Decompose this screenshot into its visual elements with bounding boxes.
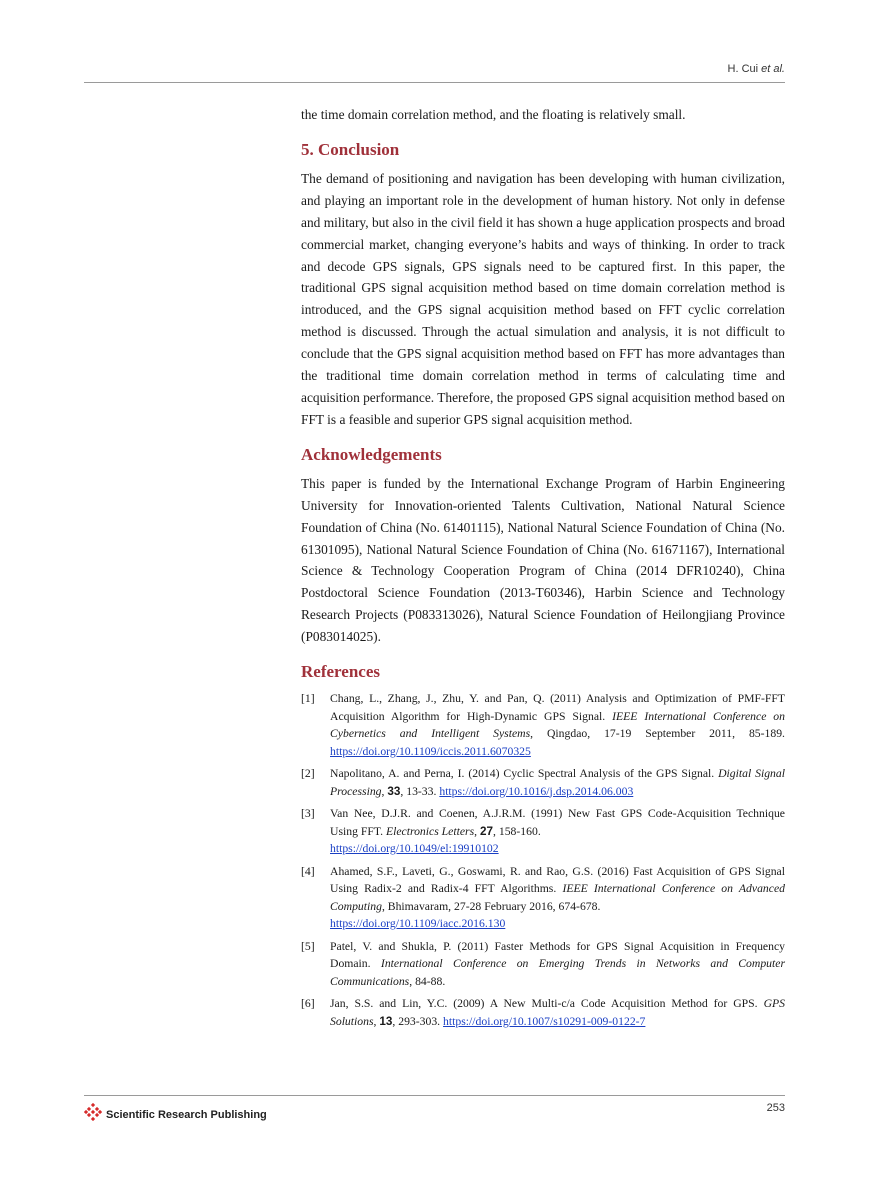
- header-rule: [84, 82, 785, 83]
- reference-doi-link[interactable]: https://doi.org/10.1016/j.dsp.2014.06.003: [439, 784, 634, 798]
- reference-item: [2] Napolitano, A. and Perna, I. (2014) Cyclic Spectral Analysis of the GPS Signal. Digital Signal Processing, 33, 13-33. https://doi.org/10.1016/j.dsp.2014.06.003: [301, 767, 785, 798]
- reference-list: [301, 690, 785, 1030]
- reference-number: [5]: [301, 939, 315, 953]
- reference-doi-link[interactable]: https://doi.org/10.1109/iacc.2016.130: [330, 917, 506, 931]
- reference-doi-link[interactable]: https://doi.org/10.1049/el:19910102: [330, 842, 499, 856]
- reference-item: [301, 938, 785, 991]
- running-head: [728, 63, 785, 75]
- reference-item: [301, 690, 785, 760]
- reference-authors: Van Nee, D.J.R. and Coenen, A.J.R.M. (1991) New Fast GPS Code-Acquisition Technique Using FFT.: [330, 807, 785, 838]
- main-content: [301, 104, 785, 1035]
- reference-details: , 158-160.: [493, 824, 541, 838]
- reference-details: , 293-303.: [392, 1014, 444, 1028]
- footer-rule: [84, 1095, 785, 1096]
- reference-authors: Napolitano, A. and Perna, I. (2014) Cyclic Spectral Analysis of the GPS Signal.: [330, 767, 719, 781]
- intro-paragraph: the time domain correlation method, and the floating is relatively small.: [301, 107, 686, 122]
- reference-doi-link[interactable]: https://doi.org/10.1109/iccis.2011.6070325: [330, 744, 531, 758]
- reference-number: [6]: [301, 997, 315, 1011]
- reference-authors: Patel, V. and Shukla, P. (2011) Faster Methods for GPS Signal Acquisition in Frequency Domain.: [330, 939, 785, 971]
- conclusion-paragraph: The demand of positioning and navigation has been developing with human civilization, and playing an important role in the development of human history. Not only in defense and military, but also in the civil field it has shown a huge application prospects and broad commercial market, changing everyone’s habits and ways of thinking. In order to track and decode GPS signals, GPS signals need to be captured first. In this paper, the traditional GPS signal acquisition method based on time domain correlation method is introduced, and the GPS signal acquisition method based on FFT cyclic correlation method is discussed. Through the actual simulation and analysis, it is not difficult to conclude that the GPS signal acquisition method based on FFT has more advantages than the traditional time domain correlation method in terms of calculating time and acquisition performance. Therefore, the proposed GPS signal acquisition method based on FFT is a feasible and superior GPS signal acquisition method.: [301, 170, 785, 427]
- reference-venue: International Conference on Emerging Trends in Networks and Computer Communications: [330, 957, 785, 988]
- reference-item: [3] Van Nee, D.J.R. and Coenen, A.J.R.M. (1991) New Fast GPS Code-Acquisition Technique Using FFT. Electronics Letters, 27, 158-160. https://doi.org/10.1049/el:19910102: [301, 807, 785, 856]
- reference-venue: IEEE International Conference on Advanced Computing: [330, 882, 785, 913]
- reference-doi-link[interactable]: https://doi.org/10.1007/s10291-009-0122-7: [443, 1014, 646, 1028]
- reference-item: [301, 863, 785, 933]
- reference-details: , Bhimavaram, 27-28 February 2016, 674-678.: [381, 899, 601, 913]
- references-heading: References: [301, 662, 380, 682]
- reference-authors: Ahamed, S.F., Laveti, G., Goswami, R. and Rao, G.S. (2016) Fast Acquisition of GPS Signal Using Radix-2 and Radix-4 FFT Algorithms.: [330, 864, 785, 896]
- running-head-authors: H. Cui: [727, 63, 762, 75]
- reference-volume: 13: [379, 1014, 393, 1028]
- reference-item: [6] Jan, S.S. and Lin, Y.C. (2009) A New Multi-c/a Code Acquisition Method for GPS. GPS Solutions, 13, 293-303. https://doi.org/10.1007/s10291-009-0122-7: [301, 997, 785, 1028]
- reference-details: , Qingdao, 17-19 September 2011, 85-189.: [530, 727, 785, 741]
- conclusion-heading: 5. Conclusion: [301, 139, 400, 159]
- reference-venue: Digital Signal Processing: [330, 767, 785, 798]
- acknowledgements-heading: Acknowledgements: [301, 444, 442, 464]
- reference-details: , 13-33.: [400, 784, 440, 798]
- publisher-logo: [84, 1103, 267, 1126]
- publisher-name: Scientific Research Publishing: [106, 1108, 267, 1121]
- reference-number: [4]: [301, 864, 315, 878]
- reference-venue: GPS Solutions: [330, 997, 785, 1028]
- reference-volume: 27: [480, 824, 494, 838]
- reference-volume: 33: [387, 784, 401, 798]
- reference-venue: Electronics Letters: [385, 824, 475, 838]
- scirp-logo-icon: [84, 1103, 102, 1126]
- reference-authors: Jan, S.S. and Lin, Y.C. (2009) A New Multi-c/a Code Acquisition Method for GPS.: [330, 997, 764, 1011]
- acknowledgements-paragraph: This paper is funded by the International Exchange Program of Harbin Engineering University for Innovation-oriented Talents Cultivation, National Natural Science Foundation of China (No. 61401115), National Natural Science Foundation of China (No. 61301095), National Natural Science Foundation of China (No. 61671167), International Science & Technology Cooperation Program of China (2014 DFR10240), China Postdoctoral Science Foundation (2013-T60346), Harbin Science and Technology Research Projects (P083313026), Natural Science Foundation of Heilongjiang Province (P083014025).: [301, 475, 785, 645]
- reference-number: [3]: [301, 807, 315, 821]
- reference-details: , 84-88.: [409, 974, 446, 988]
- running-head-etal: et al.: [761, 63, 785, 75]
- page-number: 253: [766, 1102, 785, 1114]
- reference-number: [2]: [301, 767, 315, 781]
- reference-number: [1]: [301, 692, 315, 706]
- reference-venue: IEEE International Conference on Cybernetics and Intelligent Systems: [330, 709, 785, 741]
- reference-authors: Chang, L., Zhang, J., Zhu, Y. and Pan, Q. (2011) Analysis and Optimization of PMF-FFT Acquisition Algorithm for High-Dynamic GPS Signal.: [330, 692, 785, 723]
